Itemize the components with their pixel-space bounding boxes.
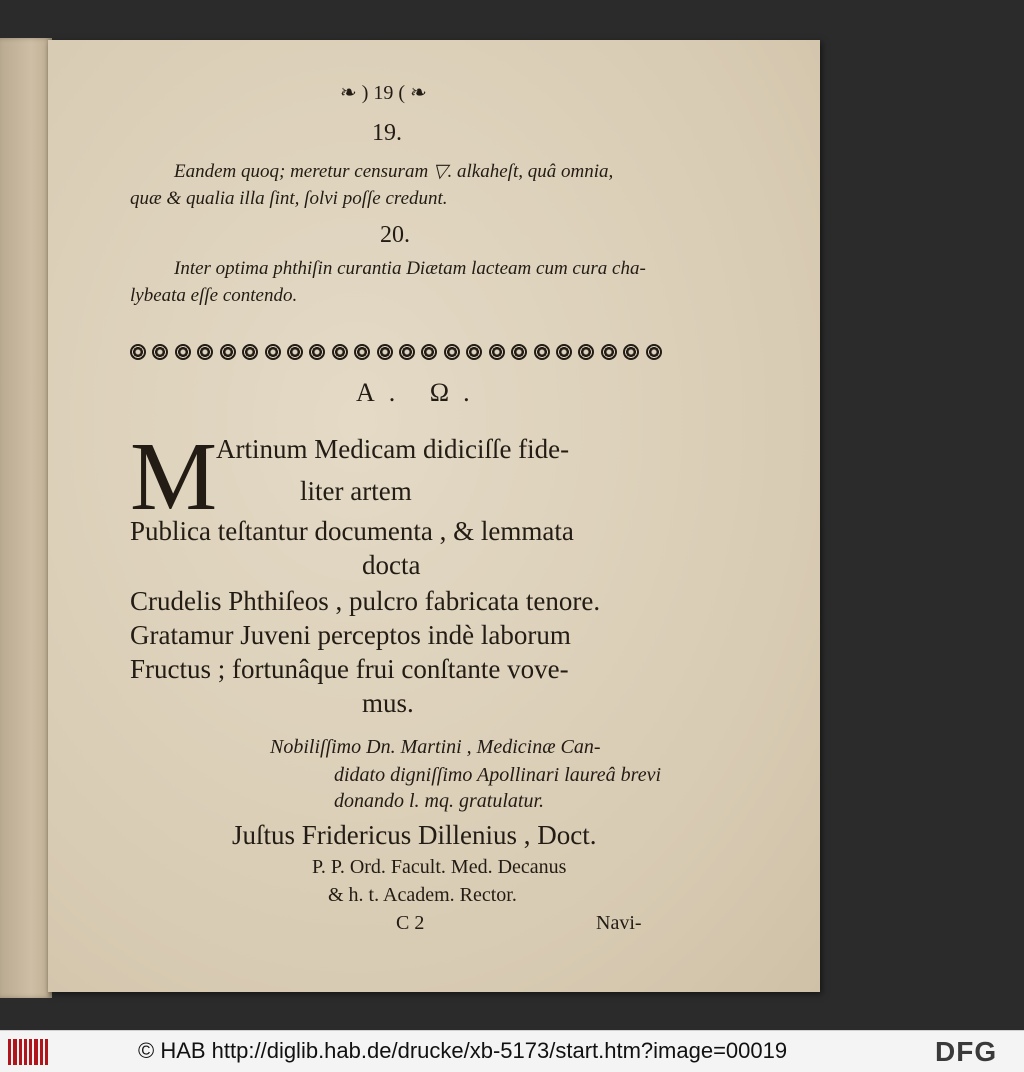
rosette-icon [646,344,662,360]
poem-line-3: Publica teſtantur documenta , & lemmata [130,516,574,546]
poem-line-1: Artinum Medicam didiciſſe fide- [216,434,570,464]
rosette-icon [399,344,415,360]
drop-cap: M [130,423,218,531]
signature-title-1: P. P. Ord. Facult. Med. Decanus [312,856,567,878]
rosette-icon [444,344,460,360]
copyright-link[interactable]: © HAB http://diglib.hab.de/drucke/xb-5173/start.htm?image=00019 [138,1038,788,1063]
signature-mark: C 2 [396,912,425,934]
dedication-line-3: donando l. mq. gratulatur. [334,790,545,812]
poem-line-6: Gratamur Juveni perceptos indè laborum [130,620,571,650]
rosette-icon [197,344,213,360]
rosette-icon [332,344,348,360]
hab-logo-icon [8,1039,48,1065]
viewer-footer [0,1030,1024,1072]
rosette-icon [220,344,236,360]
section-20-line-1: Inter optima phthiſin curantia Diætam lacteam cum cura cha- [174,258,646,279]
alpha-omega-heading: A. Ω. [356,378,484,407]
dedication-line-1: Nobiliſſimo Dn. Martini , Medicinæ Can- [270,736,601,758]
rosette-icon [534,344,550,360]
rosette-icon [152,344,168,360]
left-page-edge [0,38,52,998]
rosette-icon [354,344,370,360]
rosette-icon [377,344,393,360]
section-19-line-1: Eandem quoq; meretur censuram ▽. alkaheſt, quâ omnia, [174,161,614,182]
rosette-icon [511,344,527,360]
poem-line-8: mus. [362,688,414,718]
poem-line-5: Crudelis Phthiſeos , pulcro fabricata tenore. [130,586,601,616]
rosette-icon [175,344,191,360]
rosette-icon [242,344,258,360]
rosette-icon [309,344,325,360]
signature-title-2: & h. t. Academ. Rector. [328,884,517,906]
rosette-icon [489,344,505,360]
rosette-icon [265,344,281,360]
rosette-icon [623,344,639,360]
ornament-rule [130,338,662,366]
poem-line-4: docta [362,550,421,580]
rosette-icon [466,344,482,360]
catchword: Navi- [596,912,642,934]
rosette-icon [601,344,617,360]
section-number-20: 20. [380,222,410,248]
dedication-line-2: didato digniſſimo Apollinari laureâ brevi [334,764,662,786]
rosette-icon [287,344,303,360]
dfg-logo: DFG [935,1036,998,1067]
poem-line-2: liter artem [300,476,412,506]
section-19-line-2: quæ & qualia illa ſint, ſolvi poſſe credunt. [130,188,448,209]
rosette-icon [578,344,594,360]
section-number-19: 19. [372,120,402,146]
poem-line-7: Fructus ; fortunâque frui conſtante vove- [130,654,569,684]
signature-name: Juſtus Fridericus Dillenius , Doct. [232,820,597,850]
rosette-icon [130,344,146,360]
rosette-icon [556,344,572,360]
section-20-line-2: lybeata eſſe contendo. [130,285,298,306]
page-header: ❧ ) 19 ( ❧ [340,82,427,104]
rosette-icon [421,344,437,360]
